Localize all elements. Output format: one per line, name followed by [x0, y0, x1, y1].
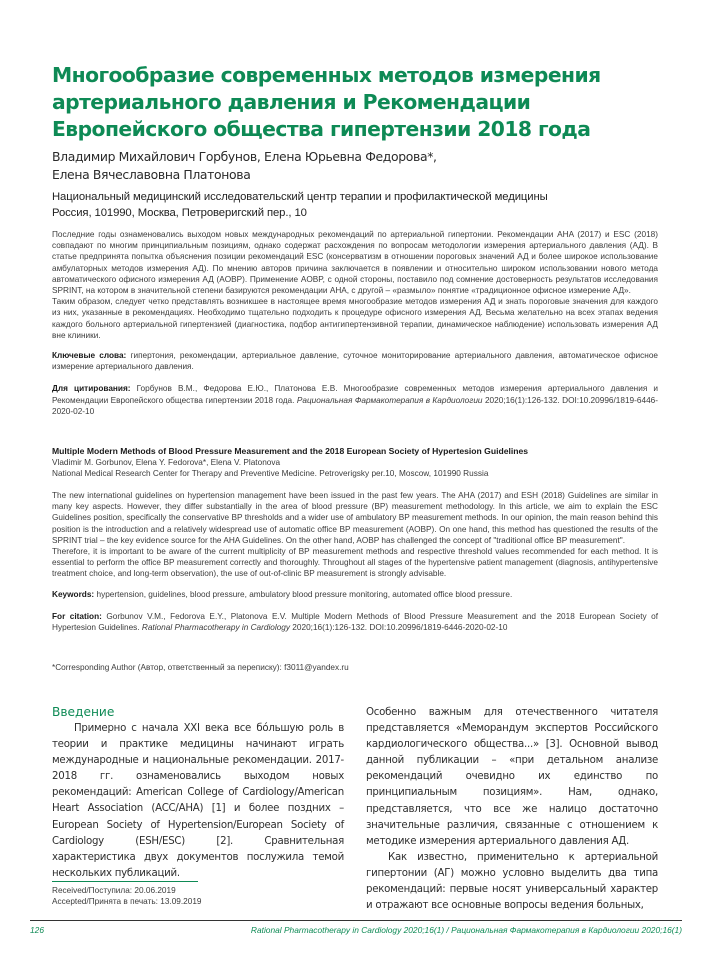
article-title: [52, 62, 658, 143]
submission-dates: [52, 881, 202, 907]
page-footer: [30, 925, 682, 935]
abstract-paragraph: Therefore, it is important to be aware of the current multiplicity of BP measurement methods and respective threshold values recommended for each method. It is essential to perform the office BP measurement correctly and thoroughly. Throughout all stages of the hypertensive patient management (diagnosis, antihypertensive treatment choice, and long-term observation), the use of out-of-clinic BP measurement is strongly advisable.: [52, 547, 658, 579]
title-line: артериального давления и Рекомендации: [52, 90, 531, 114]
body-paragraph: Особенно важным для отечественного читателя представляется «Меморандум экспертов Российского кардиологического общества...» [3]. Основной вывод данной публикации – «при детальном анализе рекомендаций очевидно их единство по принципиальным позициям». Нам, однако, представляется, что все же налицо достаточно значительные различия, связанные с отношением к методике измерения артериального давления АД.: [366, 707, 658, 847]
citation-text: Горбунов В.М., Федорова Е.Ю., Платонова Е.В. Многообразие современных методов измерения артериального давления и Рекомендации Европейского общества гипертензии 2018 года.: [52, 384, 658, 405]
body-text: [366, 705, 658, 914]
keywords-label: Keywords:: [52, 589, 95, 599]
keywords-text: hypertension, guidelines, blood pressure, ambulatory blood pressure monitoring, automated office blood pressure.: [94, 589, 513, 599]
right-column: [366, 705, 658, 914]
keywords-ru: [52, 350, 658, 372]
affiliation-en: National Medical Research Center for Therapy and Preventive Medicine. Petroverigsky per.10, Moscow, 101990 Russia: [52, 469, 489, 479]
affiliation-line: Россия, 101990, Москва, Петроверигский пер., 10: [52, 206, 307, 219]
citation-label: Для цитирования:: [52, 384, 131, 394]
corresponding-author: *Corresponding Author (Автор, ответственный за переписку): f3011@yandex.ru: [52, 663, 349, 673]
authors-en: Vladimir M. Gorbunov, Elena Y. Fedorova*, Elena V. Platonova: [52, 458, 281, 468]
authors-ru: [52, 148, 658, 184]
footer-divider: [30, 920, 682, 921]
citation-journal: Рациональная Фармакотерапия в Кардиологии: [296, 395, 483, 405]
keywords-en: [52, 589, 658, 600]
citation-journal: Rational Pharmacotherapy in Cardiology: [141, 623, 291, 633]
abstract-paragraph: Таким образом, следует четко представлять возникшее в настоящее время многообразие методов измерения АД и знать пороговые значения для каждого из них, указанные в рекомендациях. Необходимо тщательно подходить к процедуре офисного измерения АД. Весьма желательно на всех этапах ведения каждого больного артериальной гипертензией (диагностика, подбор антигипертензивной терапии, динамическое наблюдение) использовать измерения АД вне клиники.: [52, 297, 658, 340]
authors-line: Елена Вячеславовна Платонова: [52, 167, 251, 182]
abstract-ru: [52, 229, 658, 341]
citation-ru: [52, 383, 658, 417]
title-line: Европейского общества гипертензии 2018 года: [52, 117, 591, 141]
abstract-paragraph: The new international guidelines on hypertension management have been issued in the past few years. The AHA (2017) and ESH (2018) Guidelines are similar in many key aspects. However, they differ substantially in the area of blood pressure (BP) measurement methodology. In this article, we aim to explain the ESC Guidelines position, specifically the conservative BP thresholds and a wider use of ambulatory BP measurement methods. In our opinion, the main reason behind this position is the introduction and a relatively widespread use of automatic office BP measurement (AOBP). On one hand, this method has questioned the results of the SPRINT trial – the key evidence source for the AHA Guidelines. On the other hand, AOBP has challenged the concept of "traditional office BP measurement".: [52, 491, 658, 545]
article-header: [52, 62, 658, 672]
page-number: 126: [30, 925, 44, 935]
authors-line: Владимир Михайлович Горбунов, Елена Юрьевна Федорова*,: [52, 149, 437, 164]
citation-text: Gorbunov V.M., Fedorova E.Y., Platonova E.V. Multiple Modern Methods of Blood Pressure Measurement and the 2018 European Society of Hypertesion Guidelines.: [52, 611, 658, 633]
body-text: [52, 721, 344, 882]
keywords-label: Ключевые слова:: [52, 351, 127, 361]
received-date: Received/Поступила: 20.06.2019: [52, 886, 176, 895]
keywords-text: гипертония, рекомендации, артериальное давление, суточное мониторирование артериального давления, автоматическое офисное измерение артериального давления.: [52, 351, 658, 372]
journal-running-footer: Rational Pharmacotherapy in Cardiology 2020;16(1) / Рациональная Фармакотерапия в Кардиологии 2020;16(1): [250, 925, 682, 935]
body-paragraph: Примерно с начала XXI века все бóльшую роль в теории и практике медицины начинают играть международные и национальные рекомендации. 2017-2018 гг. ознаменовались выходом новых рекомендаций: American College of Cardiology/American Heart Association (ACC/AHA) [1] и более поздних – European Society of Hypertension/European Society of Cardiology (ESH/ESC) [2]. Сравнительная характеристика двух документов послужила темой нескольких публикаций.: [52, 723, 344, 879]
section-heading: Введение: [52, 705, 115, 719]
affiliation-ru: [52, 190, 658, 221]
dates-divider: [52, 881, 198, 882]
article-title-en: Multiple Modern Methods of Blood Pressure Measurement and the 2018 European Society of Hypertesion Guidelines: [52, 446, 529, 457]
abstract-paragraph: Последние годы ознаменовались выходом новых международных рекомендаций по артериальной гипертонии. Рекомендации AHA (2017) и ESC (2018) совпадают по многим принципиальным позициям, однако содержат расхождения по вопросам методологии измерения артериального давления (АД). В статье предпринята попытка объяснения позиции рекомендаций ESC (консерватизм в отношении пороговых значений АД и более широкое использование амбулаторных методов измерения АД). По мнению авторов причина заключается в появлении и относительно широком использовании нового метода автоматического офисного измерения АД (AOBP). Применение AOBP, с одной стороны, поставило под сомнение достоверность результатов исследования SPRINT, на котором в значительной степени базируются рекомендации AHA, с другой – «размыло» понятие «традиционное офисное измерение АД».: [52, 230, 658, 296]
title-line: Многообразие современных методов измерения: [52, 63, 601, 87]
body-paragraph: Как известно, применительно к артериальной гипертонии (АГ) можно условно выделить два типа рекомендаций: первые носят универсальный характер и отражают все основные вопросы ведения больных,: [366, 851, 658, 912]
affiliation-line: Национальный медицинский исследовательский центр терапии и профилактической медицины: [52, 191, 548, 203]
citation-details: 2020;16(1):126-132. DOI:10.20996/1819-6446-2020-02-10: [52, 395, 658, 416]
abstract-en: [52, 490, 658, 580]
citation-details: 2020;16(1):126-132. DOI:10.20996/1819-6446-2020-02-10: [290, 623, 508, 633]
accepted-date: Accepted/Принята в печать: 13.09.2019: [52, 897, 202, 906]
citation-en: [52, 611, 658, 633]
citation-label: For citation:: [52, 611, 102, 621]
